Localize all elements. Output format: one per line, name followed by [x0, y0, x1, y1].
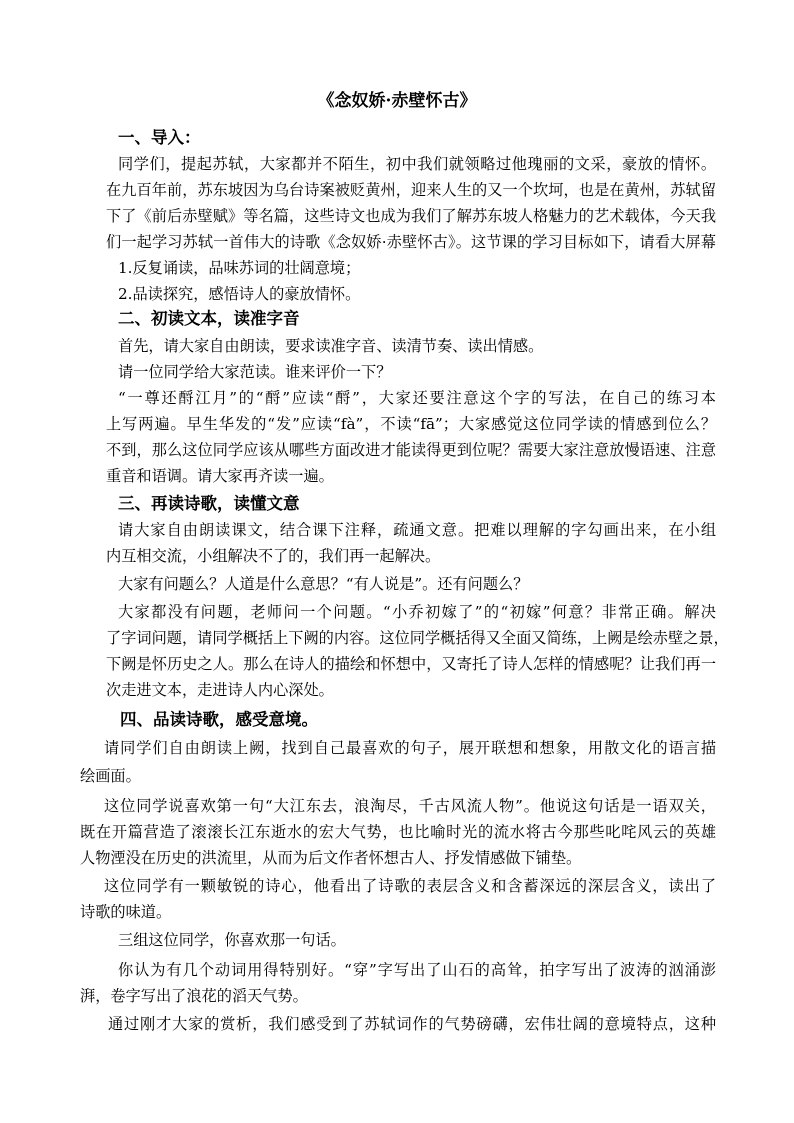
heading-appreciation: 四、品读诗歌，感受意境。 — [120, 710, 318, 729]
paragraph-line: 诗歌的味道。 — [80, 903, 172, 921]
paragraph-line: 次走进文本，走进诗人内心深处。 — [106, 681, 334, 699]
paragraph-line: 了字词问题，请同学概括上下阙的内容。这位同学概括得又全面又简练，上阙是绘赤壁之景， — [106, 629, 729, 647]
paragraph-line: 首先，请大家自由朗读，要求读准字音、读清节奏、读出情感。 — [118, 337, 544, 355]
paragraph-line: 大家都没有问题，老师问一个问题。“小乔初嫁了”的“初嫁”何意？非常正确。解决 — [118, 603, 716, 621]
paragraph-line: 内互相交流，小组解决不了的，我们再一起解决。 — [106, 547, 441, 565]
objective-item: 2.品读探究，感悟诗人的豪放情怀。 — [118, 285, 361, 303]
paragraph-line: 上写两遍。早生华发的“发”应读“fà”，不读“fā”；大家感觉这位同学读的情感到位么？ — [106, 415, 716, 433]
paragraph-line: 通过刚才大家的赏析，我们感受到了苏轼词作的气势磅礴，宏伟壮阔的意境特点，这种 — [108, 1015, 716, 1033]
paragraph-line: 人物湮没在历史的洪流里，从而为后文作者怀想古人、抒发情感做下铺垫。 — [80, 849, 582, 867]
paragraph-line: 这位同学有一颗敏锐的诗心，他看出了诗歌的表层含义和含蓄深远的深层含义，读出了 — [104, 877, 716, 895]
paragraph-line: 绘画面。 — [80, 767, 141, 785]
paragraph-line: 湃，卷字写出了浪花的滔天气势。 — [80, 987, 308, 1005]
heading-intro: 一、导入： — [118, 128, 201, 147]
paragraph-line: 不到，那么这位同学应该从哪些方面改进才能读得更到位呢？需要大家注意放慢语速、注意 — [106, 441, 716, 459]
heading-first-reading: 二、初读文本，读准字音 — [118, 309, 300, 328]
paragraph-line: 在九百年前，苏东坡因为乌台诗案被贬黄州，迎来人生的又一个坎坷，也是在黄州，苏轼留 — [106, 181, 716, 199]
paragraph-line: 请同学们自由朗读上阙，找到自己最喜欢的句子，展开联想和想象，用散文化的语言描 — [104, 739, 716, 757]
paragraph-line: 你认为有几个动词用得特别好。“穿”字写出了山石的高耸，拍字写出了波涛的汹涌澎 — [118, 961, 716, 979]
paragraph-line: 请大家自由朗读课文，结合课下注释，疏通文意。把难以理解的字勾画出来，在小组 — [118, 521, 716, 539]
paragraph-line: 下阙是怀历史之人。那么在诗人的描绘和怀想中，又寄托了诗人怎样的情感呢？让我们再一 — [106, 655, 716, 673]
paragraph-line: 既在开篇营造了滚滚长江东逝水的宏大气势，也比喻时光的流水将古今那些叱咤风云的英雄 — [80, 823, 716, 841]
document-title: 《念奴娇·赤壁怀古》 — [317, 91, 477, 111]
paragraph-line: 大家有问题么？人道是什么意思？“有人说是”。还有问题么？ — [118, 575, 529, 593]
paragraph-line: 们一起学习苏轼一首伟大的诗歌《念奴娇·赤壁怀古》。这节课的学习目标如下，请看大屏幕 — [106, 233, 716, 251]
paragraph-line: “一尊还酹江月”的“酹”应读“酹”，大家还要注意这个字的写法，在自己的练习本 — [118, 389, 716, 407]
paragraph-line: 重音和语调。请大家再齐读一遍。 — [106, 467, 334, 485]
heading-second-reading: 三、再读诗歌，读懂文意 — [118, 494, 300, 513]
objective-item: 1.反复诵读，品味苏词的壮阔意境； — [118, 259, 361, 277]
paragraph-line: 这位同学说喜欢第一句“大江东去，浪淘尽，千古风流人物”。他说这句话是一语双关， — [104, 797, 716, 815]
paragraph-line: 下了《前后赤壁赋》等名篇，这些诗文也成为我们了解苏东坡人格魅力的艺术载体，今天我 — [106, 207, 716, 225]
paragraph-line: 三组这位同学，你喜欢那一句话。 — [118, 931, 346, 949]
paragraph-line: 同学们，提起苏轼，大家都并不陌生，初中我们就领略过他瑰丽的文采，豪放的情怀。 — [118, 155, 716, 173]
paragraph-line: 请一位同学给大家范读。谁来评价一下？ — [118, 363, 392, 381]
